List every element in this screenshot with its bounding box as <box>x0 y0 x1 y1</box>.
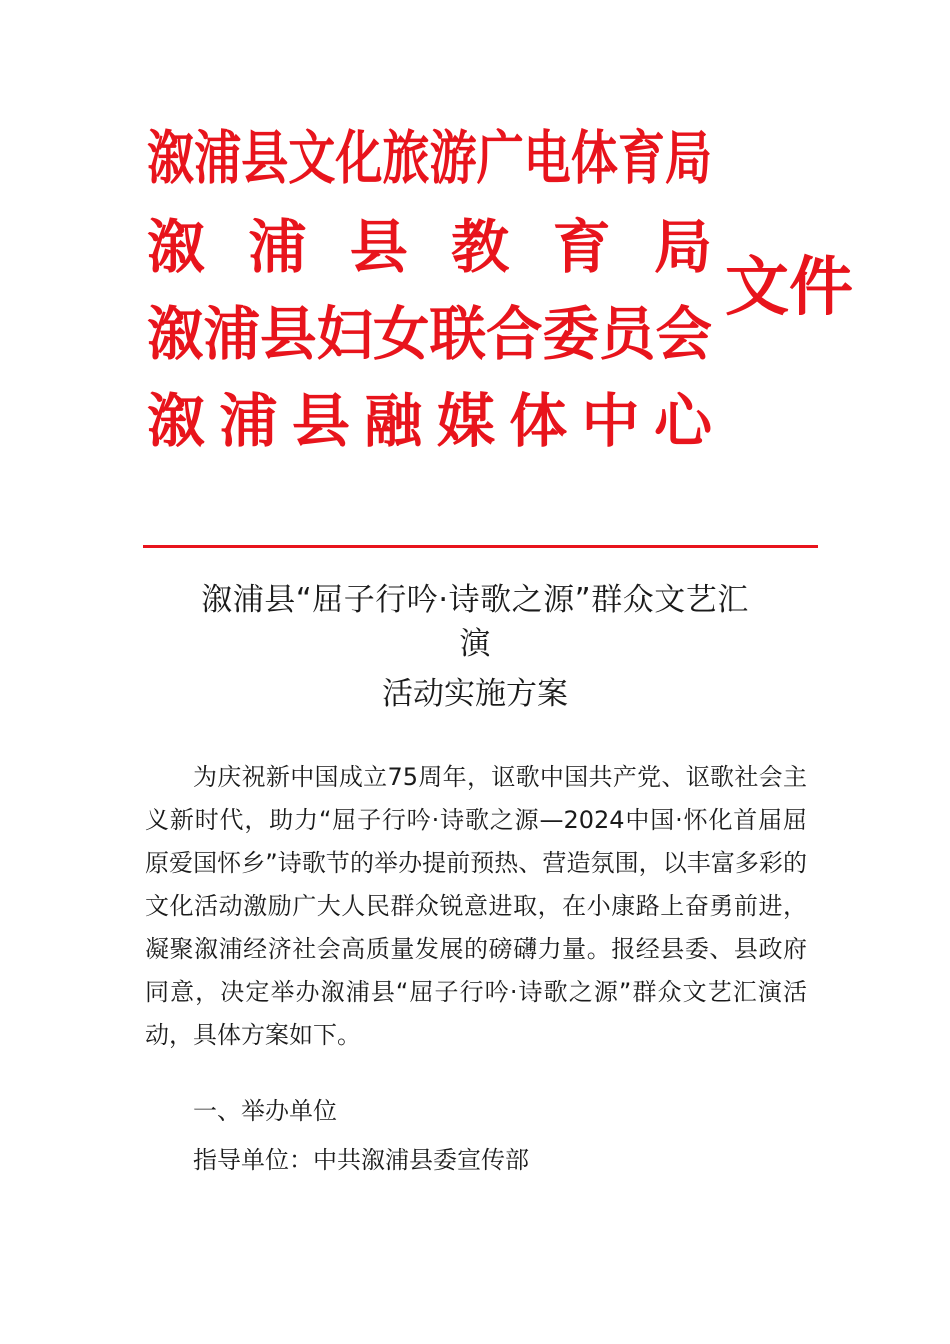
title-line-3: 活动实施方案 <box>382 676 568 712</box>
guide-unit-line: 指导单位：中共溆浦县委宣传部 <box>193 1146 529 1174</box>
agency-char: 县 <box>291 387 350 455</box>
agency-char: 溆 <box>147 213 206 281</box>
agency-char: 局 <box>653 213 712 281</box>
agency-char: 育 <box>552 213 611 281</box>
agency-name-culture-tourism: 溆浦县文化旅游广电体育局 <box>147 124 713 192</box>
agency-char: 融 <box>364 387 423 455</box>
agency-char: 教 <box>451 213 510 281</box>
title-line-2: 演 <box>459 626 491 662</box>
document-type-label: 文件 <box>725 251 853 325</box>
agency-char: 浦 <box>219 387 278 455</box>
title-line-1: 溆浦县“屈子行吟·诗歌之源”群众文艺汇 <box>201 582 749 618</box>
agency-char: 心 <box>653 387 712 455</box>
red-divider-line <box>143 545 818 548</box>
agency-char: 体 <box>509 387 568 455</box>
agency-name-womens-federation: 溆浦县妇女联合委员会 <box>147 300 713 368</box>
agency-char: 中 <box>581 387 640 455</box>
agency-char: 媒 <box>436 387 495 455</box>
agency-char: 溆 <box>147 387 206 455</box>
body-text <box>145 756 807 1057</box>
agency-name-media-center <box>147 386 712 456</box>
document-header <box>147 118 853 458</box>
section-heading-organizers: 一、举办单位 <box>193 1097 337 1125</box>
agency-char: 县 <box>349 213 408 281</box>
document-title <box>150 578 800 716</box>
intro-paragraph: 为庆祝新中国成立75周年，讴歌中国共产党、讴歌社会主义新时代，助力“屈子行吟·诗歌之源—2024中国·怀化首届屈原爱国怀乡”诗歌节的举办提前预热、营造氛围，以丰富多彩的文化活动激励广大人民群众锐意进取，在小康路上奋勇前进，凝聚溆浦经济社会高质量发展的磅礴力量。报经县委、县政府同意，决定举办溆浦县“屈子行吟·诗歌之源”群众文艺汇演活动，具体方案如下。 <box>145 763 807 1049</box>
agency-name-education <box>147 212 712 282</box>
agency-char: 浦 <box>248 213 307 281</box>
